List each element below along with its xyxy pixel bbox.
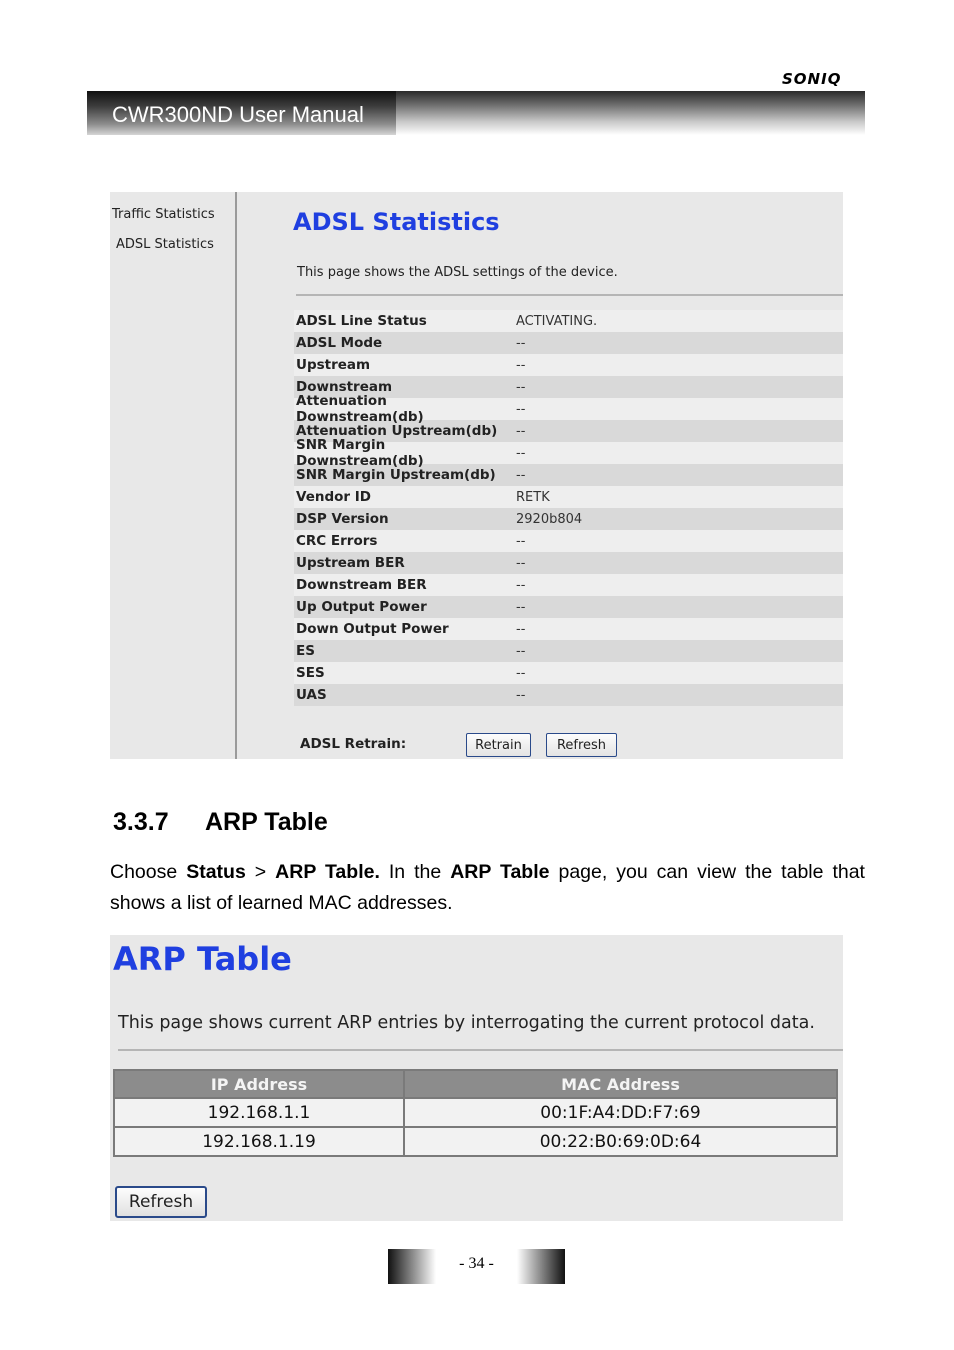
para-text: Choose: [110, 861, 178, 883]
stat-label: Down Output Power: [296, 621, 449, 637]
arp-table-screenshot: [110, 935, 843, 1221]
refresh-button[interactable]: Refresh: [546, 733, 617, 757]
stat-value: --: [516, 423, 526, 439]
page-title: ADSL Statistics: [293, 208, 500, 236]
table-row: [294, 530, 843, 552]
manual-title: CWR300ND User Manual: [112, 102, 364, 127]
stat-label: DSP Version: [296, 511, 389, 527]
para-text: page, you can view the table that shows a list of learned MAC addresses.: [110, 861, 865, 914]
divider: [118, 1049, 843, 1051]
column-header-mac-address: MAC Address: [404, 1070, 837, 1098]
stat-label: SNR Margin Upstream(db): [296, 467, 496, 483]
stat-value: ACTIVATING.: [516, 313, 598, 329]
stat-label: SNR Margin Downstream(db): [296, 437, 424, 469]
table-row: [294, 640, 843, 662]
para-bold-status: Status: [186, 861, 246, 883]
table-row: [294, 464, 843, 486]
stat-value: --: [516, 577, 526, 593]
stat-value: RETK: [516, 489, 550, 505]
stat-label: Attenuation Upstream(db): [296, 423, 498, 439]
table-row: [294, 596, 843, 618]
section-title: ARP Table: [205, 808, 328, 836]
arp-page-title: ARP Table: [113, 940, 292, 978]
stat-label: Downstream BER: [296, 577, 427, 593]
stat-value: --: [516, 621, 526, 637]
ip-address-cell: 192.168.1.19: [114, 1127, 404, 1156]
stat-label: CRC Errors: [296, 533, 378, 549]
stat-label: Upstream: [296, 357, 371, 373]
stat-value: 2920b804: [516, 511, 583, 527]
divider: [296, 294, 843, 296]
footer-gradient-right: [517, 1249, 565, 1284]
table-row: [294, 574, 843, 596]
table-row: [114, 1098, 837, 1127]
stat-label: ADSL Line Status: [296, 313, 427, 329]
stat-label: ADSL Mode: [296, 335, 383, 351]
mac-address-cell: 00:1F:A4:DD:F7:69: [404, 1098, 837, 1127]
table-row: [294, 552, 843, 574]
stat-value: --: [516, 665, 526, 681]
table-row: [294, 508, 843, 530]
arp-refresh-button[interactable]: Refresh: [115, 1186, 207, 1218]
para-bold-arp-page: ARP Table: [450, 861, 550, 883]
stat-value: --: [516, 445, 526, 461]
para-bold-arp-table: ARP Table.: [275, 861, 380, 883]
arp-table: [113, 1069, 838, 1157]
table-row: [294, 354, 843, 376]
sidebar-item-adsl-statistics[interactable]: ADSL Statistics: [116, 237, 214, 252]
page-number: - 34 -: [459, 1255, 494, 1272]
table-row: [294, 618, 843, 640]
mac-address-cell: 00:22:B0:69:0D:64: [404, 1127, 837, 1156]
section-paragraph: [110, 857, 865, 919]
table-row: [294, 310, 843, 332]
stat-label: UAS: [296, 687, 327, 703]
para-separator: >: [254, 861, 267, 883]
table-row: [294, 486, 843, 508]
table-row: [114, 1127, 837, 1156]
stat-value: --: [516, 687, 526, 703]
table-row: [294, 684, 843, 706]
stat-label: ES: [296, 643, 315, 659]
section-number: 3.3.7: [113, 808, 169, 836]
footer-gradient-left: [388, 1249, 436, 1284]
stat-value: --: [516, 379, 526, 395]
adsl-statistics-screenshot: [110, 192, 843, 759]
brand-logo: SONIQ: [782, 70, 842, 88]
adsl-retrain-label: ADSL Retrain:: [300, 736, 407, 752]
column-header-ip-address: IP Address: [114, 1070, 404, 1098]
stat-label: SES: [296, 665, 325, 681]
stat-value: --: [516, 555, 526, 571]
table-row: [294, 437, 843, 469]
para-text: In the: [388, 861, 442, 883]
stat-value: --: [516, 357, 526, 373]
ip-address-cell: 192.168.1.1: [114, 1098, 404, 1127]
page-description: This page shows the ADSL settings of the device.: [297, 265, 618, 280]
section-heading: [113, 808, 328, 837]
retrain-button[interactable]: Retrain: [466, 733, 531, 757]
arp-page-description: This page shows current ARP entries by interrogating the current protocol data.: [118, 1013, 815, 1033]
stat-label: Vendor ID: [296, 489, 372, 505]
stat-value: --: [516, 533, 526, 549]
stat-value: --: [516, 401, 526, 417]
stat-label: Downstream: [296, 379, 393, 395]
table-row: [294, 332, 843, 354]
stat-label: Upstream BER: [296, 555, 405, 571]
sidebar-item-traffic-statistics[interactable]: Traffic Statistics: [112, 207, 215, 222]
sidebar-divider: [235, 192, 237, 759]
stat-label: Attenuation Downstream(db): [296, 393, 424, 425]
stat-value: --: [516, 599, 526, 615]
table-row: [294, 662, 843, 684]
stat-value: --: [516, 335, 526, 351]
table-row: [294, 393, 843, 425]
stat-value: --: [516, 467, 526, 483]
stat-value: --: [516, 643, 526, 659]
adsl-stats-table: [294, 310, 843, 706]
stat-label: Up Output Power: [296, 599, 427, 615]
